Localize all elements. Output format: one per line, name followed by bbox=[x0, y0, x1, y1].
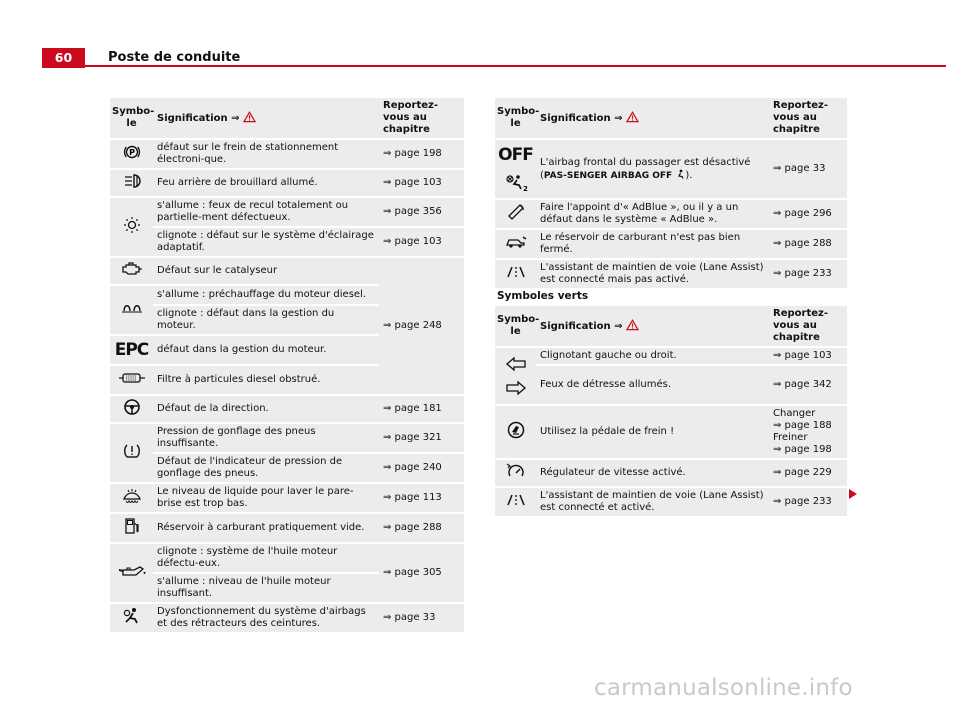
table-row bbox=[110, 454, 464, 482]
table-row bbox=[110, 228, 464, 256]
row-text: clignote : défaut dans la gestion du moteur. bbox=[153, 306, 379, 334]
row-text: clignote : système de l'huile moteur défectu-eux. bbox=[153, 544, 379, 572]
table-row bbox=[495, 366, 847, 404]
row-ref-multiline: Changer ⇒ page 188 Freiner ⇒ page 198 bbox=[769, 406, 847, 458]
row-text: Le réservoir de carburant n'est pas bien fermé. bbox=[536, 230, 769, 258]
row-ref: ⇒ page 233 bbox=[769, 488, 847, 516]
airbag-seat-icon bbox=[675, 169, 685, 179]
row-ref: ⇒ page 342 bbox=[769, 366, 847, 404]
parking-brake-icon bbox=[123, 143, 141, 161]
row-ref: ⇒ page 103 bbox=[769, 348, 847, 364]
warning-triangle-icon bbox=[626, 111, 639, 123]
catalytic-converter-icon bbox=[121, 261, 143, 277]
diesel-particulate-filter-icon bbox=[118, 371, 146, 385]
row-ref: ⇒ page 288 bbox=[379, 514, 464, 542]
warning-symbols-table-right bbox=[495, 96, 847, 290]
row-text: Feu arrière de brouillard allumé. bbox=[153, 170, 379, 196]
adblue-icon bbox=[506, 203, 526, 221]
rear-fog-light-icon bbox=[123, 173, 141, 189]
table-row bbox=[110, 484, 464, 512]
lane-assist-icon bbox=[505, 493, 527, 507]
column-header-ref: Reportez-vous au chapitre bbox=[769, 306, 847, 346]
green-symbols-heading: Symboles verts bbox=[497, 290, 589, 302]
row-text: L'assistant de maintien de voie (Lane Assist) est connecté mais pas activé. bbox=[536, 260, 769, 288]
row-ref: ⇒ page 356 bbox=[379, 198, 464, 226]
row-text: Réservoir à carburant pratiquement vide. bbox=[153, 514, 379, 542]
table-row bbox=[110, 424, 464, 452]
row-text: défaut sur le frein de stationnement électroni-que. bbox=[153, 140, 379, 168]
column-header-symbol: Symbo- le bbox=[495, 306, 536, 346]
washer-fluid-icon bbox=[122, 488, 142, 504]
row-text: Pression de gonflage des pneus insuffisante. bbox=[153, 424, 379, 452]
column-header-ref: Reportez-vous au chapitre bbox=[379, 98, 464, 138]
column-header-symbol: Symbo- le bbox=[110, 98, 153, 138]
row-ref-merged: ⇒ page 305 bbox=[379, 544, 464, 602]
glow-plug-icon bbox=[121, 301, 143, 315]
page-number: 60 bbox=[42, 48, 85, 68]
column-header-symbol: Symbo- le bbox=[495, 98, 536, 138]
row-text: Dysfonctionnement du système d'airbags et des rétracteurs des ceintures. bbox=[153, 604, 379, 632]
row-ref: ⇒ page 296 bbox=[769, 200, 847, 228]
row-ref: ⇒ page 229 bbox=[769, 460, 847, 486]
table-row bbox=[110, 604, 464, 632]
table-row bbox=[495, 488, 847, 516]
row-text: Utilisez la pédale de frein ! bbox=[536, 406, 769, 458]
continue-arrow-icon bbox=[849, 489, 857, 499]
row-text: Filtre à particules diesel obstrué. bbox=[153, 366, 379, 394]
row-text: Le niveau de liquide pour laver le pare-brise est trop bas. bbox=[153, 484, 379, 512]
row-ref: ⇒ page 233 bbox=[769, 260, 847, 288]
table-row bbox=[110, 198, 464, 226]
airbag-off-text-icon: OFF bbox=[498, 145, 533, 165]
oil-can-icon bbox=[118, 564, 146, 578]
table-row bbox=[110, 396, 464, 422]
turn-signal-right-icon bbox=[506, 381, 526, 395]
row-ref: ⇒ page 321 bbox=[379, 424, 464, 452]
lane-assist-icon bbox=[505, 265, 527, 279]
warning-symbols-table-left bbox=[110, 96, 464, 634]
row-text: s'allume : préchauffage du moteur diesel. bbox=[153, 286, 379, 304]
table-row bbox=[495, 230, 847, 258]
row-text: Défaut sur le catalyseur bbox=[153, 258, 379, 284]
table-row bbox=[495, 140, 847, 198]
column-header-meaning: Signification ⇒ bbox=[153, 98, 379, 138]
table-row bbox=[110, 140, 464, 168]
row-text: L'airbag frontal du passager est désactivé (PAS-SENGER AIRBAG OFF ). bbox=[536, 140, 769, 198]
column-header-meaning: Signification ⇒ bbox=[536, 98, 769, 138]
row-ref: ⇒ page 288 bbox=[769, 230, 847, 258]
row-ref: ⇒ page 33 bbox=[769, 140, 847, 198]
row-ref: ⇒ page 181 bbox=[379, 396, 464, 422]
table-row bbox=[495, 348, 847, 364]
column-header-meaning: Signification ⇒ bbox=[536, 306, 769, 346]
column-header-ref: Reportez-vous au chapitre bbox=[769, 98, 847, 138]
tyre-pressure-icon bbox=[123, 442, 141, 460]
row-text: clignote : défaut sur le système d'éclairage adaptatif. bbox=[153, 228, 379, 256]
row-text: s'allume : feux de recul totalement ou partielle-ment défectueux. bbox=[153, 198, 379, 226]
row-ref: ⇒ page 33 bbox=[379, 604, 464, 632]
table-header-row bbox=[495, 98, 847, 138]
row-ref-merged: ⇒ page 248 bbox=[379, 258, 464, 394]
warning-triangle-icon bbox=[626, 319, 639, 331]
fuel-pump-icon bbox=[124, 517, 140, 535]
row-text: Feux de détresse allumés. bbox=[536, 366, 769, 404]
row-text: L'assistant de maintien de voie (Lane Assist) est connecté et activé. bbox=[536, 488, 769, 516]
row-text: Clignotant gauche ou droit. bbox=[536, 348, 769, 364]
row-text: Défaut de la direction. bbox=[153, 396, 379, 422]
green-symbols-table bbox=[495, 304, 847, 518]
row-text: Faire l'appoint d'« AdBlue », ou il y a un défaut dans le système « AdBlue ». bbox=[536, 200, 769, 228]
airbag-fault-icon bbox=[122, 607, 142, 625]
table-header-row bbox=[495, 306, 847, 346]
steering-fault-icon bbox=[123, 398, 141, 416]
brake-pedal-icon bbox=[507, 421, 525, 439]
row-ref: ⇒ page 240 bbox=[379, 454, 464, 482]
table-row bbox=[110, 514, 464, 542]
cruise-control-icon bbox=[506, 462, 526, 480]
turn-signal-left-icon bbox=[506, 357, 526, 371]
svg-text:2: 2 bbox=[522, 185, 528, 193]
row-ref: ⇒ page 198 bbox=[379, 140, 464, 168]
table-row bbox=[495, 406, 847, 458]
page-title: Poste de conduite bbox=[108, 50, 241, 65]
table-row bbox=[495, 260, 847, 288]
row-ref: ⇒ page 103 bbox=[379, 228, 464, 256]
header-rule bbox=[85, 65, 946, 67]
row-ref: ⇒ page 113 bbox=[379, 484, 464, 512]
row-ref: ⇒ page 103 bbox=[379, 170, 464, 196]
warning-triangle-icon bbox=[243, 111, 256, 123]
row-text: s'allume : niveau de l'huile moteur insuffisant. bbox=[153, 574, 379, 602]
reverse-light-icon bbox=[123, 216, 141, 234]
row-text: Défaut de l'indicateur de pression de gonflage des pneus. bbox=[153, 454, 379, 482]
passenger-airbag-off-icon bbox=[505, 174, 527, 192]
page-header bbox=[42, 48, 946, 68]
table-row bbox=[110, 170, 464, 196]
table-row bbox=[495, 460, 847, 486]
table-row bbox=[495, 200, 847, 228]
row-text: défaut dans la gestion du moteur. bbox=[153, 336, 379, 364]
watermark: carmanualsonline.info bbox=[594, 675, 853, 701]
table-row bbox=[110, 544, 464, 572]
row-text: Régulateur de vitesse activé. bbox=[536, 460, 769, 486]
table-row bbox=[110, 258, 464, 284]
table-header-row bbox=[110, 98, 464, 138]
epc-icon: EPC bbox=[114, 340, 149, 360]
fuel-cap-icon bbox=[505, 234, 527, 250]
svg-text:P: P bbox=[128, 148, 135, 157]
